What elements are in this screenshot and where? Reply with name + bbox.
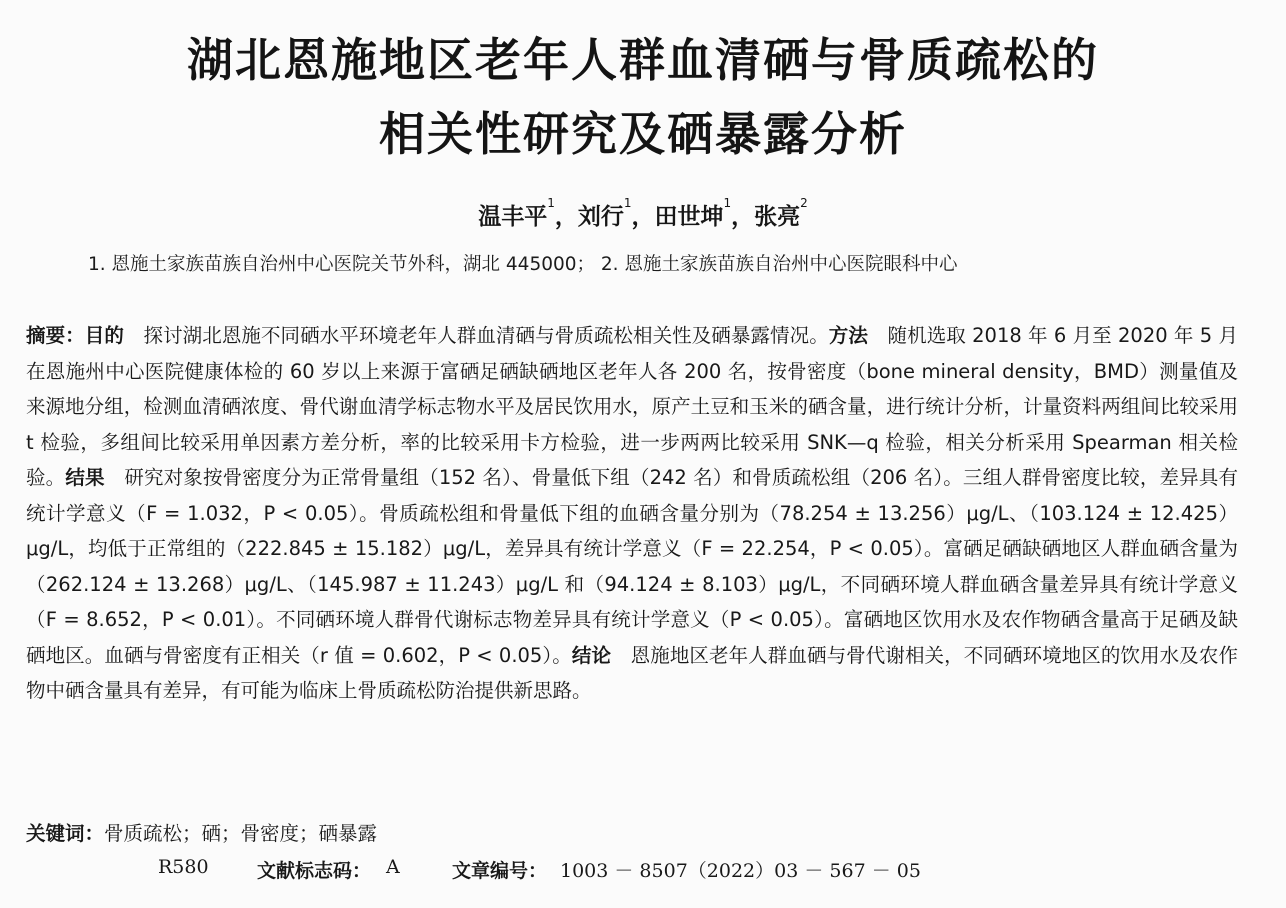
abstract-paragraph bbox=[26, 318, 1238, 709]
author-list bbox=[0, 198, 1286, 231]
author-name: 刘行 bbox=[577, 204, 624, 230]
author-separator: ， bbox=[631, 204, 655, 230]
abstract-section-text: 探讨湖北恩施不同硒水平环境老年人群血清硒与骨质疏松相关性及硒暴露情况。 bbox=[143, 324, 829, 347]
author-affiliation-mark: 1 bbox=[623, 196, 632, 210]
abstract-section-text: 恩施地区老年人群血硒与骨代谢相关，不同硒环境地区的饮用水及农作物中硒含量具有差异，有可能为临床上骨质疏松防治提供新思路。 bbox=[26, 643, 1238, 702]
abstract-section-heading: 结果 bbox=[65, 466, 125, 489]
abstract-section-heading: 结论 bbox=[571, 643, 631, 667]
abstract-section-heading: 目的 bbox=[84, 324, 144, 347]
paper-title-line-1: 湖北恩施地区老年人群血清硒与骨质疏松的 bbox=[187, 33, 1099, 87]
author-affiliation-mark: 1 bbox=[723, 196, 732, 210]
abstract-section-heading: 方法 bbox=[828, 324, 888, 347]
abstract-body bbox=[26, 324, 1238, 702]
affiliation-line: 1. 恩施土家族苗族自治州中心医院关节外科，湖北 445000； 2. 恩施土家族苗族自治州中心医院眼科中心 bbox=[88, 254, 958, 275]
document-code-label: 文献标志码： bbox=[257, 860, 372, 882]
author-affiliation-mark: 2 bbox=[800, 196, 808, 210]
author-name: 田世坤 bbox=[654, 204, 724, 230]
author-name: 张亮 bbox=[754, 204, 801, 230]
classification-line bbox=[0, 856, 1286, 886]
clc-number: R580 bbox=[158, 856, 209, 878]
article-number-label: 文章编号： bbox=[452, 860, 548, 882]
abstract-section-text: 随机选取 2018 年 6 月至 2020 年 5 月在恩施州中心医院健康体检的 60 岁以上来源于富硒足硒缺硒地区老年人各 200 名，按骨密度（bone mineral density，BMD）测量值及来源地分组，检测血清硒浓度、骨代谢血清学标志物水平及居民饮用水，原产土豆和玉米的硒含量，进行统计分析，计量资料两组间比较采用 t 检验，多组间比较采用单因素方差分析，率的比较采用卡方检验，进一步两两比较采用 SNK—q 检验，相关分析采用 Spearman 相关检验。 bbox=[26, 324, 1238, 489]
author-separator: ， bbox=[731, 204, 755, 230]
keywords-label: 关键词： bbox=[26, 822, 105, 845]
author-affiliation-mark: 1 bbox=[547, 196, 555, 210]
paper-title-line-2: 相关性研究及硒暴露分析 bbox=[379, 107, 907, 161]
author-name: 温丰平 bbox=[478, 204, 548, 230]
document-code-value: A bbox=[386, 856, 400, 878]
article-number-value: 1003 － 8507（2022）03 － 567 － 05 bbox=[560, 860, 921, 882]
abstract-section-text: 研究对象按骨密度分为正常骨量组（152 名）、骨量低下组（242 名）和骨质疏松组（206 名）。三组人群骨密度比较，差异具有统计学意义（F = 1.032，P < 0.05）。骨质疏松组和骨量低下组的血硒含量分别为（78.254 ± 13.256）μg/L、（103.124 ± 12.425）μg/L，均低于正常组的（222.845 ± 15.182）μg/L，差异具有统计学意义（F = 22.254，P < 0.05）。富硒足硒缺硒地区人群血硒含量为（262.124 ± 13.268）μg/L、（145.987 ± 11.243）μg/L 和（94.124 ± 8.103）μg/L，不同硒环境人群血硒含量差异具有统计学意义（F = 8.652，P < 0.01）。不同硒环境人群骨代谢标志物差异具有统计学意义（P < 0.05）。富硒地区饮用水及农作物硒含量高于足硒及缺硒地区。血硒与骨密度有正相关（r 值 = 0.602，P < 0.05）。 bbox=[26, 466, 1238, 667]
author-separator: ， bbox=[554, 204, 578, 230]
keywords-line bbox=[26, 818, 1226, 846]
abstract-label: 摘要： bbox=[26, 324, 85, 347]
keywords-value: 骨质疏松；硒；骨密度；硒暴露 bbox=[104, 822, 378, 845]
